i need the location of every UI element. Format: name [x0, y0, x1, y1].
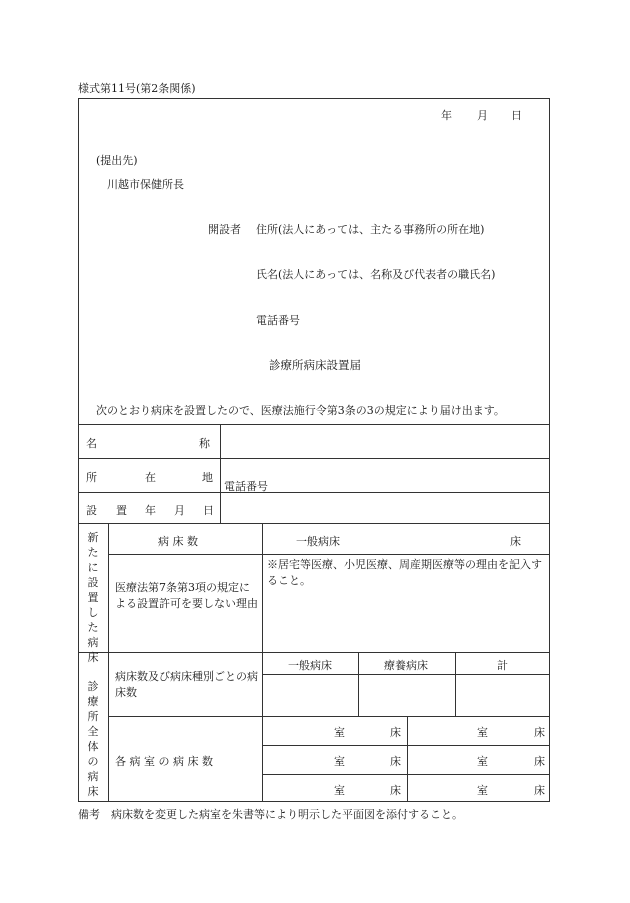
setup-date-label-3: 年 — [145, 504, 156, 517]
bed-unit: 床 — [390, 726, 401, 739]
general-bed-label: 一般病床 — [296, 535, 340, 548]
setup-date-label-2: 置 — [116, 504, 127, 517]
col-total-header: 計 — [497, 659, 508, 672]
room-unit: 室 — [477, 784, 488, 797]
room-unit: 室 — [334, 784, 345, 797]
recipient: 川越市保健所長 — [107, 178, 184, 191]
divider-line — [407, 716, 408, 802]
col-general-header: 一般病床 — [288, 659, 332, 672]
recipient-label: (提出先) — [96, 154, 138, 167]
divider-line — [455, 652, 456, 716]
setup-date-label-4: 月 — [174, 504, 185, 517]
divider-line — [108, 716, 550, 717]
name-row-label-1: 名 — [86, 437, 97, 450]
col-care-header: 療養病床 — [384, 659, 428, 672]
location-label-1: 所 — [86, 471, 97, 484]
divider-line — [78, 424, 550, 425]
divider-line — [78, 492, 550, 493]
room-unit: 室 — [334, 726, 345, 739]
location-label-3: 地 — [202, 471, 213, 484]
location-label-2: 在 — [145, 471, 156, 484]
divider-line — [262, 523, 263, 802]
bed-unit: 床 — [390, 784, 401, 797]
statement: 次のとおり病床を設置したので、医療法施行令第3条の3の規定により届け出ます。 — [96, 404, 505, 417]
divider-line — [358, 652, 359, 716]
room-unit: 室 — [334, 755, 345, 768]
bed-unit: 床 — [390, 755, 401, 768]
divider-line — [262, 774, 550, 775]
founder-label: 開設者 — [208, 223, 241, 236]
phone-label: 電話番号 — [256, 314, 300, 327]
divider-line — [108, 554, 550, 555]
setup-date-label-1: 設 — [86, 504, 97, 517]
bed-unit: 床 — [534, 726, 545, 739]
bed-type-label: 病床数及び病床種別ごとの病床数 — [115, 670, 258, 699]
divider-line — [262, 674, 550, 675]
divider-line — [78, 458, 550, 459]
room-label: 各 病 室 の 病 床 数 — [115, 755, 213, 768]
address-label: 住所(法人にあっては、主たる事務所の所在地) — [256, 223, 485, 236]
whole-section-label: 診療所全体の病床 — [87, 680, 99, 798]
remarks: 備考 病床数を変更した病室を朱書等により明示した平面図を添付すること。 — [78, 808, 463, 821]
location-phone-label: 電話番号 — [224, 480, 268, 493]
name-label: 氏名(法人にあっては、名称及び代表者の職氏名) — [256, 268, 496, 281]
new-section-label: 新たに設置した病床 — [87, 531, 99, 664]
bed-unit: 床 — [534, 784, 545, 797]
reason-note: ※居宅等医療、小児医療、周産期医療等の理由を記入すること。 — [267, 558, 542, 587]
setup-date-label-5: 日 — [203, 504, 214, 517]
bed-unit-label: 床 — [510, 535, 521, 548]
divider-line — [108, 523, 109, 802]
room-unit: 室 — [477, 726, 488, 739]
room-unit: 室 — [477, 755, 488, 768]
divider-line — [78, 652, 550, 653]
date-day-label: 日 — [511, 109, 522, 122]
bed-count-label: 病 床 数 — [158, 535, 198, 548]
date-year-label: 年 — [441, 109, 452, 122]
bed-unit: 床 — [534, 755, 545, 768]
divider-line — [78, 523, 550, 524]
date-month-label: 月 — [477, 109, 488, 122]
name-row-label-2: 称 — [199, 437, 210, 450]
divider-line — [220, 424, 221, 523]
form-title: 診療所病床設置届 — [269, 358, 361, 372]
reason-label: 医療法第7条第3項の規定による設置許可を要しない理由 — [115, 581, 258, 610]
form-number: 様式第11号(第2条関係) — [78, 82, 196, 95]
divider-line — [262, 745, 550, 746]
